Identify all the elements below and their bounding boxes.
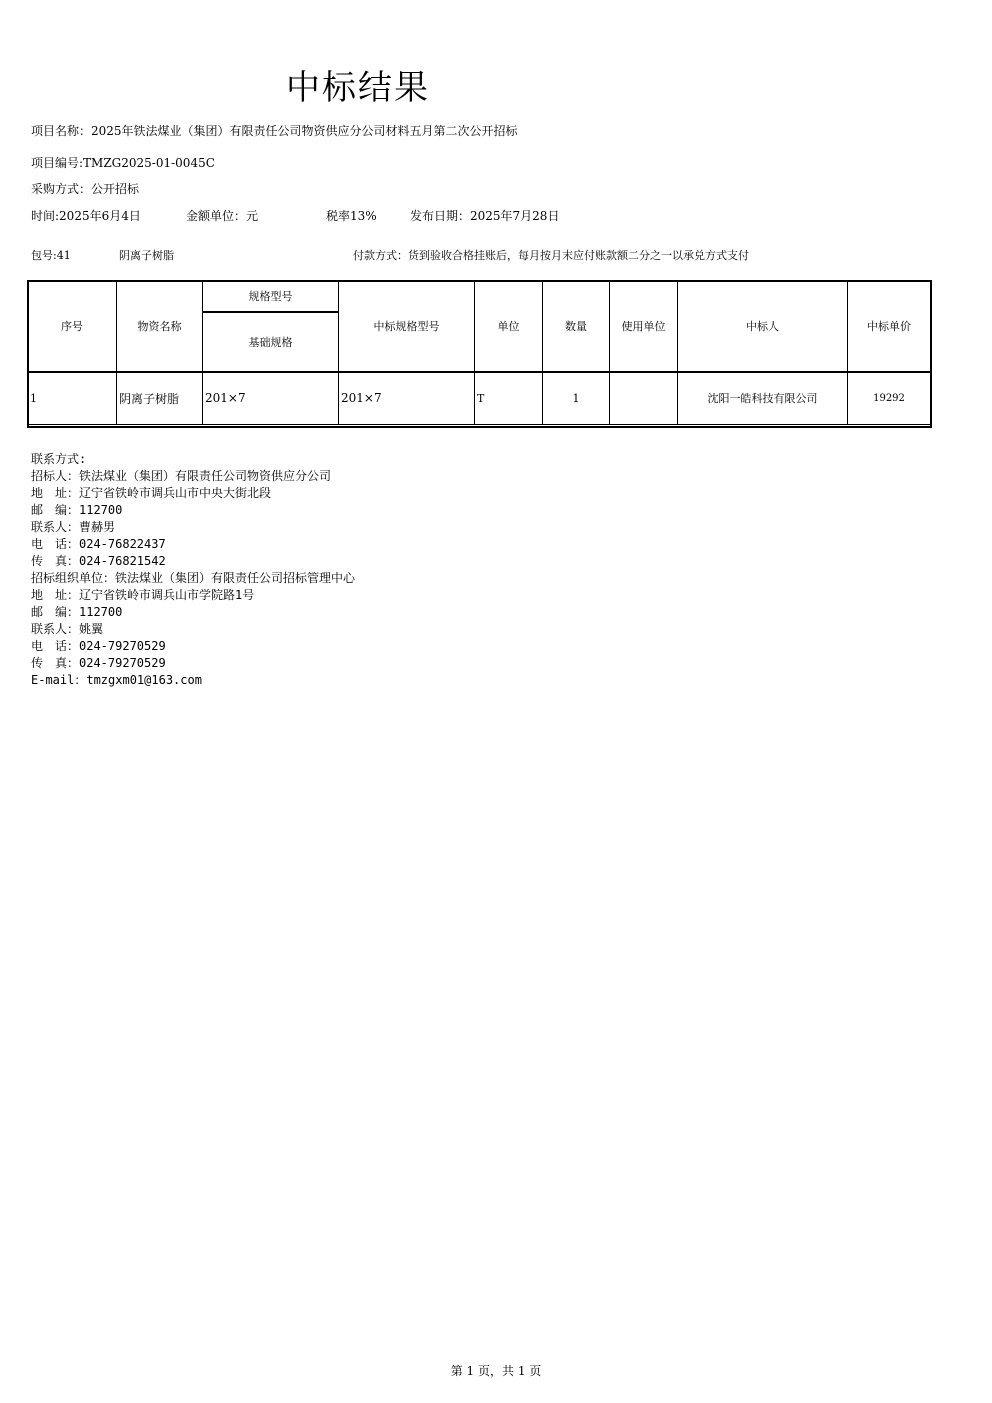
cell-qty: 1	[543, 372, 610, 425]
cell-win-spec: 201×7	[339, 372, 475, 425]
contact-line: 招标组织单位：铁法煤业（集团）有限责任公司招标管理中心	[31, 571, 356, 585]
contact-line: 邮 编：112700	[31, 605, 123, 619]
amount-unit: 金额单位：元	[186, 209, 259, 223]
contact-line: 联系方式:	[31, 452, 87, 466]
cell-price: 19292	[848, 372, 931, 425]
cell-seq: 1	[28, 372, 117, 425]
cell-unit: T	[475, 372, 543, 425]
contact-line: 联系人：曹赫男	[31, 520, 116, 534]
purchase-method: 采购方式：公开招标	[31, 182, 140, 196]
project-name: 项目名称：2025年铁法煤业（集团）有限责任公司物资供应分公司材料五月第二次公开招标	[31, 124, 518, 138]
payment-method: 付款方式：货到验收合格挂账后，每月按月末应付账款额二分之一以承兑方式支付	[353, 249, 749, 262]
cell-base-spec: 201×7	[203, 372, 339, 425]
page-footer: 第 1 页，共 1 页	[450, 1364, 542, 1378]
table-row	[28, 372, 931, 425]
contact-line: 联系人：姚翼	[31, 622, 104, 636]
bid-time: 时间:2025年6月4日	[31, 209, 141, 223]
header-seq: 序号	[28, 281, 117, 372]
cell-name: 阴离子树脂	[117, 372, 203, 425]
contact-line: 地 址：辽宁省铁岭市调兵山市学院路1号	[31, 588, 255, 602]
contact-line: 传 真：024-79270529	[31, 656, 166, 670]
contact-line: 传 真：024-76821542	[31, 554, 166, 568]
package-name: 阴离子树脂	[119, 249, 174, 262]
header-price: 中标单价	[848, 281, 931, 372]
publish-date: 发布日期：2025年7月28日	[410, 209, 560, 223]
header-winner: 中标人	[678, 281, 848, 372]
header-name: 物资名称	[117, 281, 203, 372]
contact-line: 电 话：024-79270529	[31, 639, 166, 653]
package-number: 包号:41	[31, 249, 71, 262]
cell-user-unit	[610, 372, 678, 425]
table-header-row	[28, 281, 931, 312]
header-base-spec: 基础规格	[203, 312, 339, 372]
tax-rate: 税率13%	[326, 209, 377, 223]
contact-line: E-mail：tmzgxm01@163.com	[31, 673, 202, 687]
header-spec-group: 规格型号	[203, 281, 339, 312]
header-win-spec: 中标规格型号	[339, 281, 475, 372]
award-table	[27, 280, 931, 425]
project-number: 项目编号:TMZG2025-01-0045C	[31, 156, 215, 170]
header-qty: 数量	[543, 281, 610, 372]
cell-winner: 沈阳一皓科技有限公司	[678, 372, 848, 425]
header-unit: 单位	[475, 281, 543, 372]
contact-line: 电 话：024-76822437	[31, 537, 166, 551]
page-title: 中标结果	[286, 68, 430, 108]
header-user-unit: 使用单位	[610, 281, 678, 372]
contact-line: 地 址：辽宁省铁岭市调兵山市中央大街北段	[31, 486, 272, 500]
contact-line: 招标人：铁法煤业（集团）有限责任公司物资供应分公司	[31, 469, 332, 483]
contact-block	[31, 451, 355, 689]
contact-line: 邮 编：112700	[31, 503, 123, 517]
